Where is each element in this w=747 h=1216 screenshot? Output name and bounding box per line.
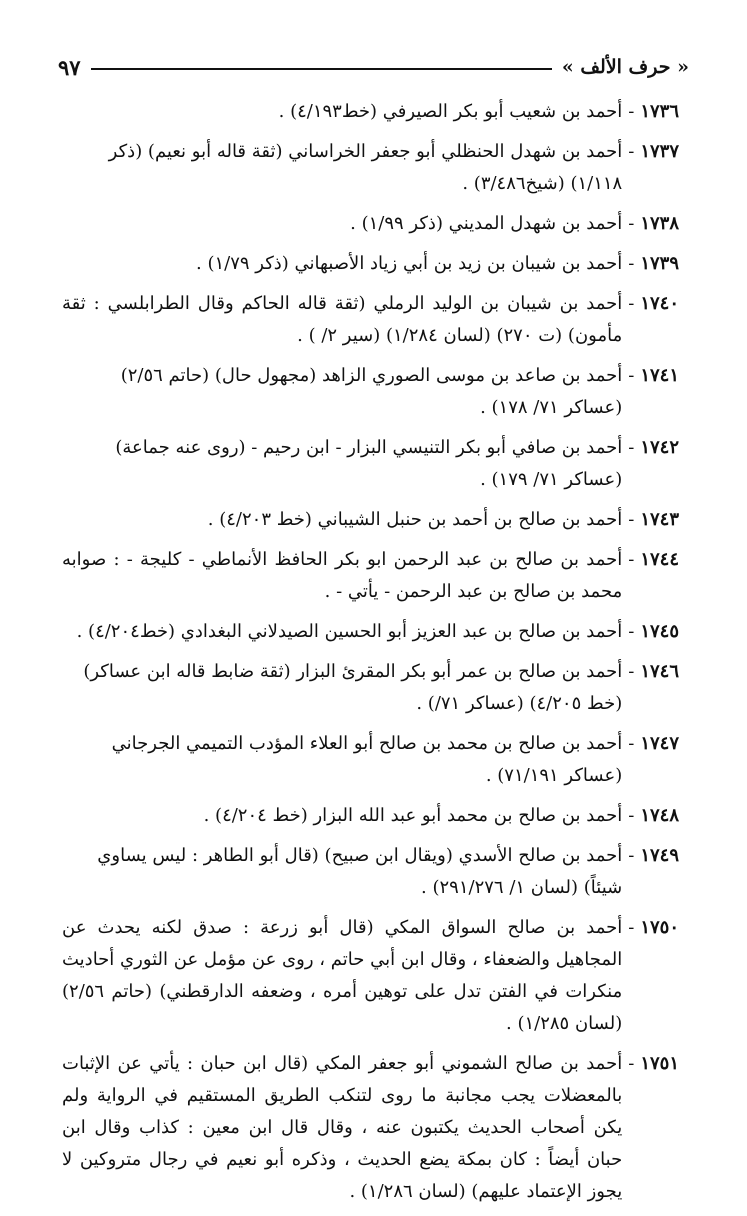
entry-number: ١٧٤٠ xyxy=(640,293,679,314)
entry-number: ١٧٤٦ xyxy=(640,661,679,682)
entry-dash: - xyxy=(628,213,635,234)
entry-number: ١٧٤٥ xyxy=(640,621,679,642)
chapter-title: « حرف الألف » xyxy=(561,56,689,78)
entry-number: ١٧٤٩ xyxy=(640,845,679,866)
entry-item xyxy=(62,96,679,128)
entry-dash: - xyxy=(628,621,635,642)
entry-text: أحمد بن صافي أبو بكر التنيسي البزار - ابن رحيم - (روى عنه جماعة) (عساكر ٧١/ ١٧٩) . xyxy=(115,437,623,490)
entry-dash: - xyxy=(628,437,635,458)
entry-text: أحمد بن شيبان بن الوليد الرملي (ثقة قاله الحاكم وقال الطرابلسي : ثقة مأمون) (ت ٢٧٠) (لسان ١/٢٨٤) (سير ٢/ ) . xyxy=(62,293,623,346)
entry-number: ١٧٥١ xyxy=(640,1053,679,1074)
entry-item xyxy=(62,136,679,200)
entry-number: ١٧٥٠ xyxy=(640,917,679,938)
entry-text: أحمد بن صالح بن عمر أبو بكر المقرئ البزار (ثقة ضابط قاله ابن عساكر) (خط ٤/٢٠٥) (عساكر ٧١/) . xyxy=(83,661,623,714)
entry-text: أحمد بن صالح بن محمد بن صالح أبو العلاء المؤدب التميمي الجرجاني (عساكر ٧١/١٩١) . xyxy=(111,733,623,786)
entry-number: ١٧٤٣ xyxy=(640,509,679,530)
entry-item xyxy=(62,912,679,1040)
entry-number: ١٧٣٧ xyxy=(640,141,679,162)
entry-dash: - xyxy=(628,661,635,682)
entry-dash: - xyxy=(628,141,635,162)
entry-text: أحمد بن شهدل المديني (ذكر ١/٩٩) . xyxy=(350,213,623,234)
entry-item xyxy=(62,656,679,720)
entry-text: أحمد بن صالح السواق المكي (قال أبو زرعة : صدق لكنه يحدث عن المجاهيل والضعفاء ، وقال ابن أبي حاتم ، روى عن مؤمل عن الثوري أحاديث منكرات في الفتن تدل على توهين أمره ، وضعفه الدارقطني) (حاتم ٢/٥٦) (لسان ١/٢٨٥) . xyxy=(62,917,623,1034)
entry-dash: - xyxy=(628,917,635,938)
entry-item xyxy=(62,504,679,536)
entry-text: أحمد بن صالح بن محمد أبو عبد الله البزار (خط ٤/٢٠٤) . xyxy=(203,805,623,826)
entry-dash: - xyxy=(628,509,635,530)
entry-number: ١٧٤٧ xyxy=(640,733,679,754)
entry-text: أحمد بن صالح بن عبد العزيز أبو الحسين الصيدلاني البغدادي (خط٤/٢٠٤) . xyxy=(76,621,623,642)
entry-item xyxy=(62,208,679,240)
entry-number: ١٧٣٨ xyxy=(640,213,679,234)
entry-dash: - xyxy=(628,253,635,274)
entry-dash: - xyxy=(628,845,635,866)
entry-dash: - xyxy=(628,549,635,570)
entry-dash: - xyxy=(628,805,635,826)
entry-item xyxy=(62,248,679,280)
entry-item xyxy=(62,544,679,608)
entry-dash: - xyxy=(628,733,635,754)
entry-item xyxy=(62,616,679,648)
entry-text: أحمد بن صاعد بن موسى الصوري الزاهد (مجهول حال) (حاتم ٢/٥٦) (عساكر ٧١/ ١٧٨) . xyxy=(120,365,623,418)
entry-text: أحمد بن شيبان بن زيد بن أبي زياد الأصبهاني (ذكر ١/٧٩) . xyxy=(196,253,623,274)
header-rule xyxy=(91,68,552,70)
entry-text: أحمد بن صالح الأسدي (ويقال ابن صبيح) (قال أبو الطاهر : ليس يساوي شيئاً) (لسان ١/ ٢٩١/٢٧٦) . xyxy=(97,845,623,898)
entry-dash: - xyxy=(628,1053,635,1074)
entries-list xyxy=(62,96,679,1216)
entry-text: أحمد بن صالح بن أحمد بن حنبل الشيباني (خط ٤/٢٠٣) . xyxy=(207,509,623,530)
entry-number: ١٧٤١ xyxy=(640,365,679,386)
entry-item xyxy=(62,360,679,424)
entry-text: أحمد بن شهدل الحنظلي أبو جعفر الخراساني (ثقة قاله أبو نعيم) (ذكر ١/١١٨) (شيخ٣/٤٨٦) . xyxy=(108,141,623,194)
entry-item xyxy=(62,288,679,352)
entry-item xyxy=(62,840,679,904)
entry-number: ١٧٤٨ xyxy=(640,805,679,826)
entry-item xyxy=(62,800,679,832)
page-header xyxy=(58,52,689,82)
entry-text: أحمد بن شعيب أبو بكر الصيرفي (خط٤/١٩٣) . xyxy=(278,101,623,122)
entry-dash: - xyxy=(628,101,635,122)
entry-number: ١٧٣٩ xyxy=(640,253,679,274)
entry-text: أحمد بن صالح الشموني أبو جعفر المكي (قال ابن حبان : يأتي عن الإثبات بالمعضلات يجب مجانبة ما روى لتنكب الطريق المستقيم في الرواية ولم يكن أصحاب الحديث يكتبون عنه ، وقال قال ابن معين : كذاب وقال ابن حبان أيضاً : كان بمكة يضع الحديث ، وذكره أبو نعيم في رجال متروكين لا يجوز الإعتماد عليهم) (لسان ١/٢٨٦) . xyxy=(62,1053,623,1202)
entry-item xyxy=(62,1048,679,1208)
entry-dash: - xyxy=(628,365,635,386)
page-number: ٩٧ xyxy=(58,54,81,80)
entry-item xyxy=(62,432,679,496)
entry-dash: - xyxy=(628,293,635,314)
entry-number: ١٧٤٤ xyxy=(640,549,679,570)
entry-item xyxy=(62,728,679,792)
entry-number: ١٧٣٦ xyxy=(640,101,679,122)
entry-text: أحمد بن صالح بن عبد الرحمن ابو بكر الحافظ الأنماطي - كليجة - : صوابه محمد بن صالح بن عبد الرحمن - يأتي - . xyxy=(62,549,623,602)
entry-number: ١٧٤٢ xyxy=(640,437,679,458)
